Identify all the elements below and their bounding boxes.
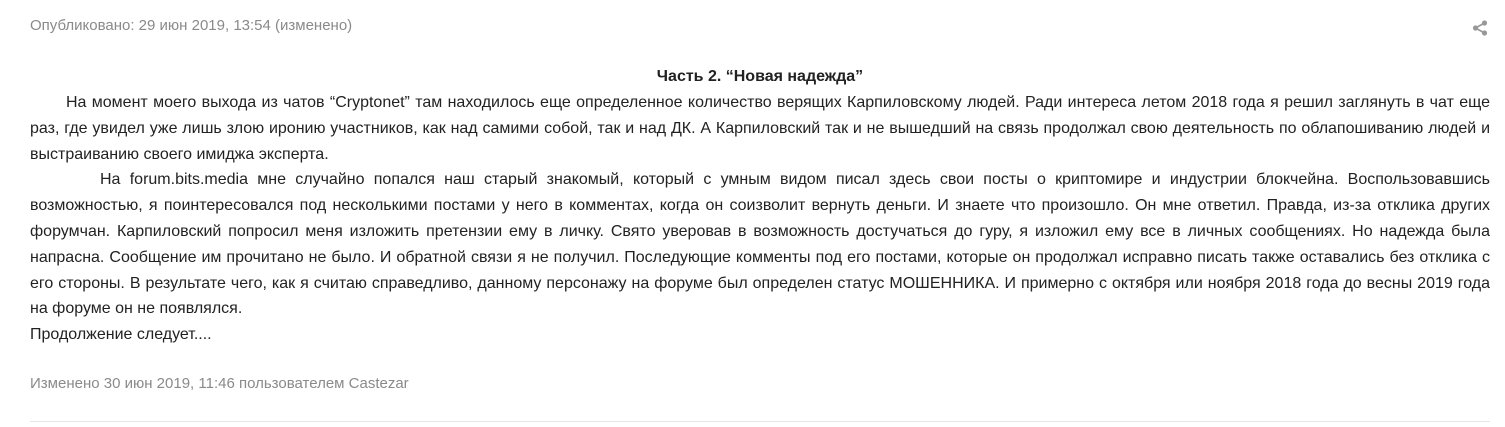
post-part-title: Часть 2. “Новая надежда” bbox=[656, 68, 864, 85]
post-paragraph: На момент моего выхода из чатов “Cryptonet” там находилось еще определенное количество верящих Карпиловскому людей. Ради интереса летом 2018 года я решил заглянуть в чат еще раз, где увидел уже лишь злою иронию участников, как над самими собой, так и над ДК. А Карпиловский так и не вышедший на связь продолжал свою деятельность по облапошиванию людей и выстраиванию своего имиджа эксперта. bbox=[30, 94, 1490, 163]
post-paragraph: На forum.bits.media мне случайно попался наш старый знакомый, который с умным видом писал здесь свои посты о криптомире и индустрии блокчейна. Воспользовавшись возможностью, я поинтересовался под несколькими постами у него в комментах, когда он соизволит вернуть деньги. И знаете что произошло. Он мне ответил. Правда, из-за отклика других форумчан. Карпиловский попросил меня изложить претензии ему в личку. Свято уверовав в возможность достучаться до гуру, я изложил ему все в личных сообщениях. Но надежда была напрасна. Сообщение им прочитано не было. И обратной связи я не получил. Последующие комменты под его постами, которые он продолжал исправно писать также оставались без отклика с его стороны. В результате чего, как я считаю справедливо, данному персонажу на форуме был определен статус МОШЕННИКА. И примерно с октября или ноября 2018 года до весны 2019 года на форуме он не появлялся. bbox=[30, 171, 1490, 318]
post-published-date: Опубликовано: 29 июн 2019, 13:54 (изменено) bbox=[30, 17, 353, 34]
forum-post bbox=[30, 0, 1490, 427]
edited-note: Изменено 30 июн 2019, 11:46 пользователем Castezar bbox=[30, 375, 409, 392]
continuation-note: Продолжение следует.... bbox=[30, 326, 212, 344]
share-icon[interactable] bbox=[1472, 20, 1488, 36]
post-content bbox=[30, 64, 1490, 348]
divider bbox=[30, 421, 1490, 422]
